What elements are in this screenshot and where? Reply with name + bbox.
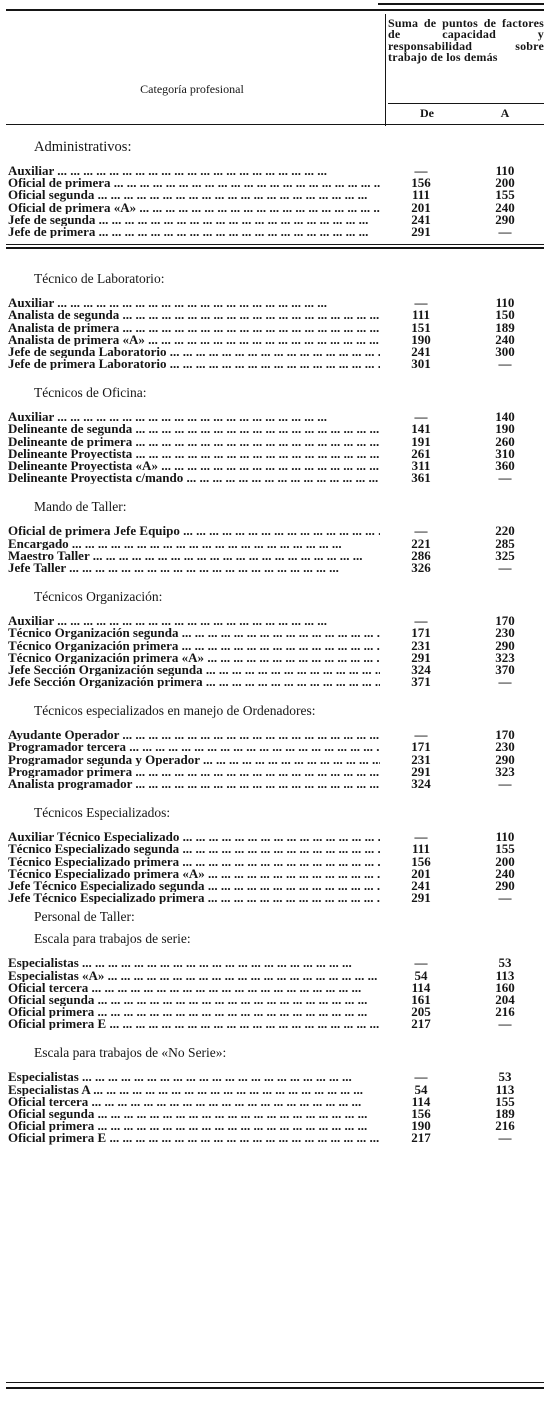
category-label: Técnico Especializado segunda <box>8 843 180 856</box>
category-label: Especialistas «A» <box>8 969 105 982</box>
points-to: 216 <box>495 1118 515 1134</box>
top-rule <box>6 9 544 11</box>
section-gap <box>0 484 552 498</box>
category-name <box>8 550 380 562</box>
points-from: 361 <box>411 470 431 486</box>
points-to: 189 <box>495 1106 515 1121</box>
points-to: 370 <box>495 661 515 677</box>
points-from: — <box>414 955 428 971</box>
header-bottom-rule <box>6 124 544 125</box>
bottom-rule <box>6 1382 544 1383</box>
category-name <box>8 334 380 346</box>
category-label: Delineante de segunda <box>8 423 133 436</box>
points-to: — <box>498 1016 512 1032</box>
table-row <box>0 547 552 563</box>
category-name <box>8 1096 380 1108</box>
points-from: 217 <box>411 1130 431 1146</box>
table-row <box>0 433 552 449</box>
category-label: Oficial de primera <box>8 177 111 190</box>
header-divider <box>385 14 386 126</box>
category-label: Auxiliar <box>8 297 54 310</box>
category-name <box>8 214 380 226</box>
category-label: Oficial primera E <box>8 1018 107 1031</box>
points-to: 310 <box>495 445 515 461</box>
category-name <box>8 831 380 843</box>
section-gap <box>0 1145 552 1155</box>
table-row <box>0 319 552 335</box>
points-from: 156 <box>411 1106 431 1121</box>
table-row <box>0 309 552 321</box>
category-label: Oficial primera <box>8 1006 95 1019</box>
category-label: Oficial de primera «A» <box>8 201 137 214</box>
category-label: Auxiliar <box>8 615 54 628</box>
column-from-header: De <box>420 106 434 120</box>
table-row <box>0 778 552 790</box>
points-from: 231 <box>411 637 431 653</box>
category-name <box>8 754 380 766</box>
category-name <box>8 177 380 189</box>
category-name <box>8 982 380 994</box>
table-row <box>0 892 552 904</box>
table-row <box>0 865 552 881</box>
category-label: Delineante Proyectista «A» <box>8 460 158 473</box>
category-name <box>8 1084 380 1096</box>
table-row <box>0 627 552 639</box>
points-from: 156 <box>411 175 431 191</box>
table-row <box>0 751 552 767</box>
section-gap <box>0 790 552 804</box>
points-from: 171 <box>411 625 431 641</box>
category-label: Delineante Proyectista <box>8 447 133 461</box>
table-row <box>0 525 552 537</box>
points-from: 324 <box>411 776 431 791</box>
points-from: 241 <box>411 343 431 359</box>
category-label: Auxiliar Técnico Especializado <box>8 831 180 844</box>
category-label: Oficial de primera Jefe Equipo <box>8 525 180 538</box>
points-from: — <box>414 523 428 539</box>
table-row <box>0 199 552 215</box>
table-row <box>0 460 552 472</box>
table-row <box>0 967 552 983</box>
section <box>0 138 552 238</box>
table-row <box>0 423 552 435</box>
category-label: Jefe de segunda <box>8 213 96 226</box>
section <box>0 498 552 574</box>
category-name <box>8 676 380 688</box>
category-label: Jefe Técnico Especializado segunda <box>8 879 205 893</box>
column-to-header: A <box>500 106 510 120</box>
points-to: — <box>498 223 512 239</box>
category-name <box>8 460 380 472</box>
table-row <box>0 1071 552 1083</box>
category-name <box>8 778 380 790</box>
category-label: Oficial primera <box>8 1120 95 1133</box>
category-name <box>8 1006 380 1018</box>
category-label: Técnico Organización segunda <box>8 627 179 640</box>
points-to: 160 <box>495 979 515 995</box>
points-to: 155 <box>495 1093 515 1109</box>
table-row <box>0 472 552 484</box>
top-rule-short <box>378 3 544 5</box>
points-to: 290 <box>495 211 515 227</box>
points-from: 141 <box>411 421 431 437</box>
category-label: Auxiliar <box>8 411 54 424</box>
points-from: 221 <box>411 535 431 551</box>
points-from: — <box>414 727 428 743</box>
table-row <box>0 637 552 653</box>
points-from: 156 <box>411 853 431 869</box>
category-label: Programador tercera <box>8 741 127 754</box>
category-name <box>8 664 380 676</box>
category-label: Oficial tercera <box>8 981 89 994</box>
points-to: 230 <box>495 739 515 755</box>
category-name <box>8 640 380 652</box>
category-name <box>8 856 380 868</box>
table-row <box>0 177 552 189</box>
points-to: 285 <box>495 535 515 551</box>
category-label: Analista de primera <box>8 321 120 334</box>
section-divider <box>0 240 552 270</box>
points-from: 291 <box>411 223 431 239</box>
section-gap <box>0 688 552 702</box>
points-to: 113 <box>495 1081 515 1097</box>
points-from: 231 <box>411 751 431 767</box>
table-row <box>0 411 552 423</box>
category-label: Jefe de primera Laboratorio <box>8 358 167 371</box>
points-to: 190 <box>495 421 515 437</box>
points-from: 324 <box>411 661 431 677</box>
category-name <box>8 309 380 321</box>
points-to: 290 <box>495 751 515 767</box>
section <box>0 702 552 790</box>
points-to: 220 <box>495 523 515 539</box>
points-to: 325 <box>495 547 515 563</box>
category-label: Técnico Especializado primera «A» <box>8 867 205 880</box>
category-name <box>8 868 380 880</box>
points-to: 204 <box>495 991 515 1007</box>
points-to: 323 <box>495 763 515 779</box>
category-name <box>8 322 380 334</box>
points-from: 291 <box>411 649 431 665</box>
points-to: 110 <box>495 163 515 178</box>
points-from: 111 <box>411 841 431 857</box>
points-to: 360 <box>495 458 515 473</box>
category-name <box>8 766 380 778</box>
table-row <box>0 1093 552 1109</box>
table-row <box>0 649 552 665</box>
table-row <box>0 676 552 688</box>
category-name <box>8 627 380 639</box>
points-from: 171 <box>411 739 431 755</box>
category-label: Analista programador <box>8 778 133 791</box>
bottom-rule-thick <box>6 1387 544 1389</box>
category-name <box>8 957 380 969</box>
points-from: 190 <box>411 331 431 347</box>
points-to: 189 <box>495 319 515 335</box>
category-label: Especialistas A <box>8 1083 90 1096</box>
points-from: 191 <box>411 433 431 449</box>
category-name <box>8 562 380 574</box>
points-from: — <box>414 613 428 629</box>
section <box>0 270 552 370</box>
points-from: 151 <box>411 319 431 335</box>
table-row <box>0 763 552 779</box>
category-label: Oficial primera E <box>8 1132 107 1145</box>
points-from: 111 <box>411 307 431 323</box>
category-name <box>8 741 380 753</box>
section <box>0 1044 552 1144</box>
category-label: Auxiliar <box>8 165 54 178</box>
points-from: 326 <box>411 559 431 575</box>
points-to: 260 <box>495 433 515 449</box>
table-row <box>0 165 552 177</box>
points-from: 217 <box>411 1016 431 1032</box>
category-label: Oficial segunda <box>8 189 95 202</box>
points-to: 110 <box>495 295 515 311</box>
table-row <box>0 559 552 575</box>
category-table-body <box>0 138 552 1155</box>
points-to: 53 <box>498 955 512 971</box>
table-row <box>0 843 552 855</box>
category-name <box>8 538 380 550</box>
points-from: — <box>414 1069 428 1085</box>
section <box>0 908 552 930</box>
points-from: 291 <box>411 763 431 779</box>
category-label: Analista de segunda <box>8 309 120 322</box>
section-heading: Mando de Taller: <box>34 499 127 515</box>
category-name <box>8 423 380 435</box>
category-label: Jefe Técnico Especializado primera <box>8 892 205 905</box>
points-to: 155 <box>495 841 515 857</box>
table-row <box>0 211 552 227</box>
points-to: 113 <box>495 967 515 983</box>
category-label: Especialistas <box>8 957 79 970</box>
category-name <box>8 1132 380 1144</box>
section-heading: Técnicos especializados en manejo de Ordenadores: <box>34 703 316 719</box>
points-to: 53 <box>498 1069 512 1085</box>
points-to: 240 <box>495 865 515 881</box>
points-from: 114 <box>411 1093 431 1109</box>
table-row <box>0 877 552 893</box>
category-label: Especialistas <box>8 1071 79 1084</box>
table-row <box>0 729 552 741</box>
category-name <box>8 411 380 423</box>
table-row <box>0 535 552 551</box>
category-name <box>8 165 380 177</box>
section-heading: Personal de Taller: <box>34 909 135 925</box>
table-row <box>0 957 552 969</box>
table-row <box>0 343 552 359</box>
points-from: 371 <box>411 674 431 690</box>
points-to: 230 <box>495 625 515 641</box>
points-to: 140 <box>495 409 515 425</box>
category-label: Técnico Organización primera «A» <box>8 651 205 664</box>
category-name <box>8 525 380 537</box>
category-name <box>8 297 380 309</box>
points-to: — <box>498 559 512 575</box>
table-row <box>0 358 552 370</box>
points-from: 286 <box>411 547 431 563</box>
points-from: 291 <box>411 890 431 906</box>
section <box>0 384 552 484</box>
points-to: 290 <box>495 637 515 653</box>
points-from: — <box>414 295 428 311</box>
category-name <box>8 892 380 904</box>
category-name <box>8 346 380 358</box>
points-to: 170 <box>495 613 515 629</box>
category-name <box>8 226 380 238</box>
category-header: Categoría profesional <box>140 82 244 96</box>
category-name <box>8 729 380 741</box>
category-name <box>8 970 380 982</box>
table-row <box>0 741 552 753</box>
table-row <box>0 853 552 869</box>
points-to: 200 <box>495 175 515 191</box>
category-label: Oficial segunda <box>8 1108 95 1121</box>
category-label: Delineante Proyectista c/mando <box>8 472 184 485</box>
points-from: 241 <box>411 877 431 893</box>
points-from: 205 <box>411 1004 431 1020</box>
table-row <box>0 1120 552 1132</box>
points-to: 170 <box>495 727 515 743</box>
category-label: Jefe de primera <box>8 225 96 239</box>
table-row <box>0 297 552 309</box>
category-name <box>8 652 380 664</box>
category-name <box>8 1108 380 1120</box>
section-gap <box>0 1030 552 1044</box>
points-to: 155 <box>495 187 515 203</box>
category-name <box>8 615 380 627</box>
table-row <box>0 661 552 677</box>
points-to: 216 <box>495 1004 515 1020</box>
points-to: — <box>498 890 512 906</box>
category-name <box>8 994 380 1006</box>
category-label: Maestro Taller <box>8 549 90 562</box>
table-row <box>0 331 552 347</box>
category-name <box>8 436 380 448</box>
points-from: 301 <box>411 356 431 372</box>
table-row <box>0 615 552 627</box>
section-gap <box>0 370 552 384</box>
points-to: — <box>498 674 512 690</box>
section-gap <box>0 574 552 588</box>
category-label: Oficial segunda <box>8 993 95 1007</box>
category-name <box>8 880 380 892</box>
points-to: — <box>498 356 512 372</box>
category-name <box>8 1071 380 1083</box>
category-label: Jefe Sección Organización segunda <box>8 663 203 677</box>
table-row <box>0 1081 552 1097</box>
category-label: Encargado <box>8 537 69 550</box>
table-row <box>0 1006 552 1018</box>
section <box>0 588 552 688</box>
section-heading: Escala para trabajos de serie: <box>34 931 191 947</box>
points-to: — <box>498 1130 512 1146</box>
category-label: Programador segunda y Operador <box>8 753 200 766</box>
points-to: 240 <box>495 331 515 347</box>
section-heading: Técnicos de Oficina: <box>34 385 147 401</box>
table-row <box>0 223 552 239</box>
section <box>0 930 552 1030</box>
points-from: 161 <box>411 991 431 1007</box>
points-from: — <box>414 409 428 425</box>
points-to: 300 <box>495 343 515 359</box>
category-label: Jefe Sección Organización primera <box>8 676 203 689</box>
points-from: 114 <box>411 979 431 995</box>
table-row <box>0 189 552 201</box>
category-label: Oficial tercera <box>8 1095 89 1109</box>
points-from: 201 <box>411 865 431 881</box>
points-to: — <box>498 470 512 486</box>
points-to: 240 <box>495 199 515 215</box>
category-name <box>8 843 380 855</box>
category-name <box>8 1120 380 1132</box>
category-name <box>8 358 380 370</box>
points-to: 200 <box>495 853 515 869</box>
category-name <box>8 189 380 201</box>
points-to: — <box>498 776 512 791</box>
points-from: 54 <box>414 967 428 983</box>
category-label: Delineante de primera <box>8 435 133 448</box>
section-heading: Técnicos Organización: <box>34 589 163 605</box>
points-header: Suma de puntos de factores de capacidad y responsabilidad sobre trabajo de los demás <box>388 16 544 65</box>
table-row <box>0 1108 552 1120</box>
category-label: Analista de primera «A» <box>8 333 145 346</box>
points-from: 261 <box>411 445 431 461</box>
category-name <box>8 448 380 460</box>
category-label: Ayudante Operador <box>8 729 120 742</box>
points-to: 290 <box>495 877 515 893</box>
section-heading: Administrativos: <box>34 139 132 155</box>
table-row <box>0 445 552 461</box>
table-row <box>0 831 552 843</box>
category-label: Técnico Organización primera <box>8 639 179 652</box>
table-row <box>0 1132 552 1144</box>
points-to: 110 <box>495 829 515 845</box>
section <box>0 804 552 904</box>
section-heading: Técnico de Laboratorio: <box>34 271 165 287</box>
category-label: Jefe Taller <box>8 561 66 575</box>
points-to: 323 <box>495 649 515 665</box>
category-name <box>8 1018 380 1030</box>
points-from: 111 <box>411 187 431 203</box>
table-row <box>0 979 552 995</box>
points-from: — <box>414 829 428 845</box>
points-from: 54 <box>414 1081 428 1097</box>
points-subheader-rule <box>388 103 544 104</box>
points-from: 241 <box>411 211 431 227</box>
section-heading: Escala para trabajos de «No Serie»: <box>34 1045 227 1061</box>
category-label: Programador primera <box>8 765 133 779</box>
points-from: 190 <box>411 1118 431 1134</box>
points-from: — <box>414 163 428 178</box>
category-name <box>8 472 380 484</box>
category-label: Técnico Especializado primera <box>8 855 180 868</box>
points-to: 150 <box>495 307 515 323</box>
points-from: 311 <box>411 458 431 473</box>
table-row <box>0 991 552 1007</box>
table-row <box>0 1018 552 1030</box>
category-label: Jefe de segunda Laboratorio <box>8 345 167 359</box>
section-heading: Técnicos Especializados: <box>34 805 171 821</box>
points-from: 201 <box>411 199 431 215</box>
category-name <box>8 202 380 214</box>
